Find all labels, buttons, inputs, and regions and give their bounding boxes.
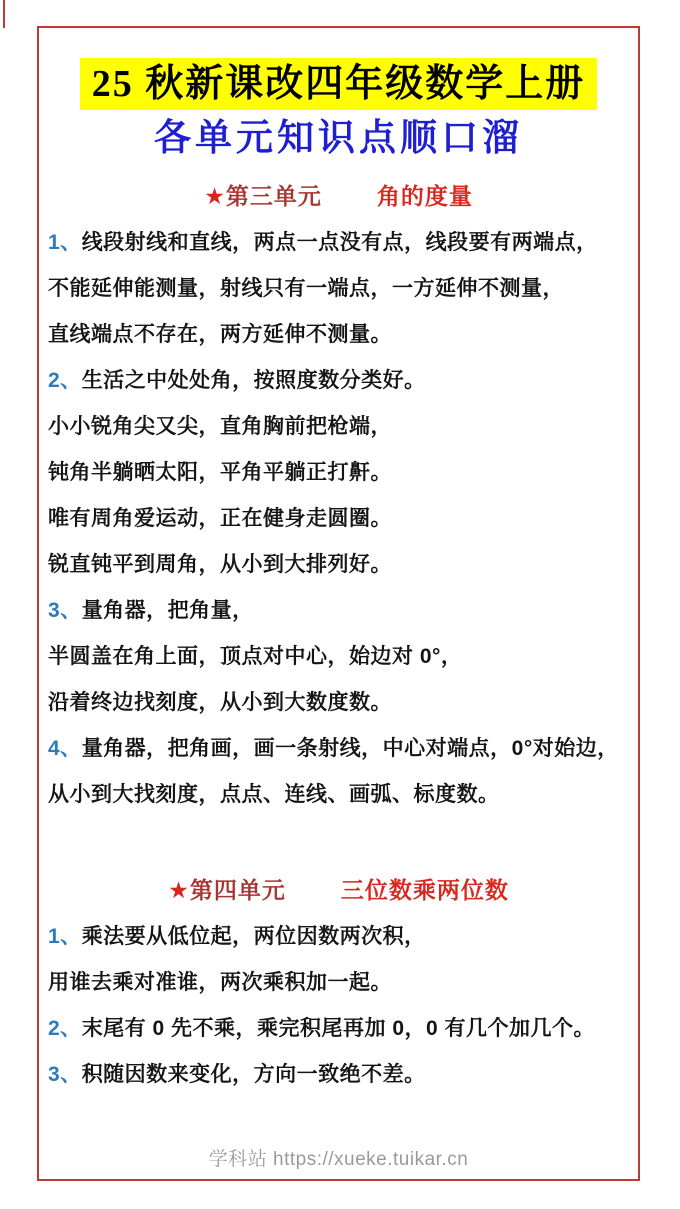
line-text: 用谁去乘对准谁，两次乘积加一起。 (48, 971, 392, 994)
line-text: 末尾有 0 先不乘，乘完积尾再加 0，0 有几个加几个。 (81, 1017, 596, 1040)
line-number: 2、 (48, 369, 82, 392)
line-text: 沿着终边找刻度，从小到大数度数。 (48, 691, 392, 714)
line-number: 1、 (48, 925, 82, 948)
line-text: 生活之中处处角，按照度数分类好。 (81, 369, 426, 392)
line-text: 直线端点不存在，两方延伸不测量。 (48, 323, 392, 346)
rhyme-line (48, 450, 632, 496)
line-text: 钝角半躺晒太阳，平角平躺正打鼾。 (48, 461, 392, 484)
unit-heading (39, 876, 638, 904)
line-text: 小小锐角尖又尖，直角胸前把枪端， (48, 415, 392, 438)
rhyme-line (48, 404, 632, 450)
line-number: 2、 (48, 1017, 82, 1040)
sections-container (39, 182, 638, 1098)
rhyme-line (48, 496, 632, 542)
line-number: 3、 (48, 1063, 82, 1086)
page-edge-mark (3, 0, 5, 28)
rhyme-line (48, 220, 632, 266)
unit-label: 第三单元 (225, 183, 322, 209)
line-text: 不能延伸能测量，射线只有一端点，一方延伸不测量， (48, 277, 564, 300)
subtitle: 各单元知识点顺口溜 (154, 118, 523, 159)
unit-topic: 三位数乘两位数 (340, 877, 509, 903)
rhyme-lines (39, 914, 638, 1098)
rhyme-line (48, 726, 632, 772)
rhyme-line (48, 266, 632, 312)
rhyme-line (48, 588, 632, 634)
unit-section (39, 876, 638, 1098)
unit-label: 第四单元 (189, 877, 286, 903)
rhyme-lines (39, 220, 638, 818)
line-text: 从小到大找刻度，点点、连线、画弧、标度数。 (48, 783, 500, 806)
document-frame (37, 26, 640, 1181)
line-number: 1、 (48, 231, 82, 254)
line-number: 4、 (48, 737, 82, 760)
rhyme-line (48, 914, 632, 960)
line-text: 积随因数来变化，方向一致绝不差。 (81, 1063, 426, 1086)
footer-watermark: 学科站 https://xueke.tuikar.cn (208, 1149, 469, 1170)
line-text: 半圆盖在角上面，顶点对中心，始边对 0°， (48, 645, 463, 668)
rhyme-line (48, 960, 632, 1006)
rhyme-line (48, 1006, 632, 1052)
line-text: 乘法要从低位起，两位因数两次积， (81, 925, 426, 948)
rhyme-line (48, 1052, 632, 1098)
unit-heading (39, 182, 638, 210)
line-text: 量角器，把角量， (81, 599, 254, 622)
unit-section (39, 182, 638, 818)
star-icon: ★ (204, 183, 226, 209)
line-text: 唯有周角爱运动，正在健身走圆圈。 (48, 507, 392, 530)
main-title: 25 秋新课改四年级数学上册 (80, 58, 598, 110)
rhyme-line (48, 542, 632, 588)
line-text: 锐直钝平到周角，从小到大排列好。 (48, 553, 392, 576)
line-text: 线段射线和直线，两点一点没有点，线段要有两端点， (81, 231, 598, 254)
main-title-row (39, 58, 638, 110)
line-number: 3、 (48, 599, 82, 622)
rhyme-line (48, 634, 632, 680)
rhyme-line (48, 312, 632, 358)
rhyme-line (48, 680, 632, 726)
line-text: 量角器，把角画，画一条射线，中心对端点，0°对始边， (81, 737, 619, 760)
unit-topic: 角的度量 (376, 183, 473, 209)
rhyme-line (48, 772, 632, 818)
rhyme-line (48, 358, 632, 404)
star-icon: ★ (168, 877, 190, 903)
